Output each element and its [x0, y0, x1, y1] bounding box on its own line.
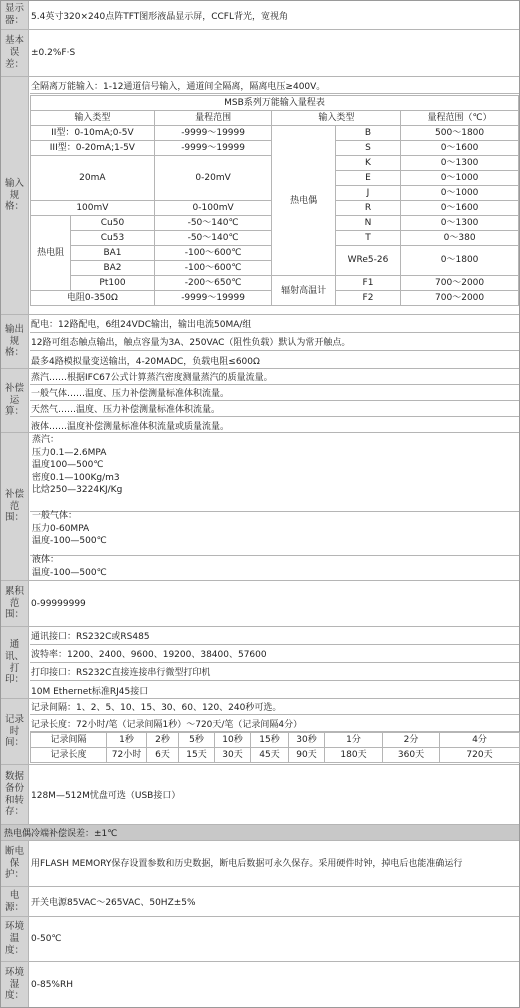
tc-range: 500～1800 — [401, 126, 519, 141]
record-table — [30, 732, 519, 763]
record-cell: 720天 — [440, 748, 520, 763]
tc-type: K — [335, 156, 400, 171]
label-error: 基本误差： — [1, 30, 29, 76]
record-cell: 15天 — [179, 748, 215, 763]
rtd-group-label: 热电阻 — [31, 216, 71, 291]
left-type: 100mV — [31, 201, 155, 216]
record-cell: 180天 — [325, 748, 383, 763]
gas-title: 一般气体： — [32, 511, 78, 521]
record-cell: 72小时 — [107, 748, 147, 763]
label-power: 电源： — [1, 887, 29, 916]
left-type: III型：0-20mA;1-5V — [31, 141, 155, 156]
output-line: 最多4路模拟量变送输出，4-20MADC，负载电阻≤600Ω — [31, 356, 260, 367]
label-comm: 通讯、打印： — [1, 627, 29, 698]
left-range: -9999～19999 — [154, 141, 272, 156]
row-error — [1, 30, 519, 77]
label-temperature: 环境温度： — [1, 917, 29, 961]
error-text: ±0.2%F·S — [31, 48, 76, 58]
compensation-line: 一般气体……温度、压力补偿测量标准体积流量。 — [30, 385, 519, 401]
row-humidity — [1, 962, 519, 1007]
row-display — [1, 1, 519, 30]
table-title: MSB系列万能输入量程表 — [31, 96, 519, 111]
steam-title: 蒸汽： — [32, 435, 60, 445]
comm-line: 波特率：1200、2400、9600、19200、38400、57600 — [30, 645, 519, 663]
row-comp-range — [1, 433, 519, 581]
record-cell: 记录长度 — [31, 748, 107, 763]
rtd-range: -50～140℃ — [154, 216, 272, 231]
row-compensation — [1, 369, 519, 433]
left-type: II型：0-10mA;0-5V — [31, 126, 155, 141]
left-range: 0-20mV — [154, 156, 272, 201]
temperature-text: 0-50℃ — [31, 934, 62, 944]
tc-type: E — [335, 171, 400, 186]
header-range: 量程范围 — [154, 111, 272, 126]
accum-text: 0-99999999 — [31, 598, 86, 609]
rtd-type: Cu50 — [71, 216, 155, 231]
backup-text: 128M—512M忧盘可选（USB接口） — [31, 791, 181, 801]
row-input — [1, 77, 519, 315]
row-power-loss — [1, 841, 519, 887]
tc-range: 0～1000 — [401, 171, 519, 186]
humidity-text: 0-85%RH — [31, 979, 73, 990]
output-line: 12路可组态触点输出，触点容量为3A、250VAC（阻性负载）默认为常开触点。 — [30, 333, 519, 351]
label-display: 显示器： — [1, 1, 29, 29]
res-type: 电阻0-350Ω — [31, 291, 155, 306]
record-cell: 4分 — [440, 733, 520, 748]
tc-range: 0～1800 — [401, 246, 519, 276]
input-intro: 全隔离万能输入：1-12通道信号输入，通道间全隔离，隔离电压≥400V。 — [30, 77, 519, 94]
steam-item: 压力0.1—2.6MPA — [32, 447, 107, 458]
rad-group-label: 辐射高温计 — [272, 276, 335, 306]
label-humidity: 环境湿度： — [1, 962, 29, 1007]
rtd-range: -100～600℃ — [154, 261, 272, 276]
compensation-line: 蒸汽……根据IFC67公式计算蒸汽密度测量蒸汽的质量流量。 — [30, 369, 519, 385]
tc-type: B — [335, 126, 400, 141]
liquid-item: 温度-100—500℃ — [32, 567, 107, 578]
gas-item: 温度-100—500℃ — [32, 536, 107, 546]
gas-range-block — [30, 509, 519, 556]
cold-junction-text: 热电偶冷端补偿误差：±1℃ — [1, 825, 519, 840]
tc-range: 0～380 — [401, 231, 519, 246]
record-cell: 5秒 — [179, 733, 215, 748]
rad-type: F1 — [335, 276, 400, 291]
rad-range: 700～2000 — [401, 291, 519, 306]
record-cell: 1秒 — [107, 733, 147, 748]
power-loss-text: 用FLASH MEMORY保存设置参数和历史数据，断电后数据可永久保存。采用硬件时钟，掉电后也能准确运行 — [31, 858, 463, 869]
record-cell: 2分 — [383, 733, 440, 748]
rtd-range: -200～650℃ — [154, 276, 272, 291]
tc-range: 0～1600 — [401, 201, 519, 216]
record-cell: 30天 — [215, 748, 251, 763]
label-comp-range: 补偿范围： — [1, 433, 29, 580]
steam-range-block — [30, 433, 519, 512]
tc-range: 0～1000 — [401, 186, 519, 201]
tc-group-label: 热电偶 — [272, 126, 335, 276]
steam-item: 温度100—500℃ — [32, 460, 104, 470]
comm-line: 打印接口：RS232C直接连接串行微型打印机 — [30, 663, 519, 681]
liquid-title: 液体： — [32, 555, 60, 565]
tc-range: 0～1600 — [401, 141, 519, 156]
rad-range: 700～2000 — [401, 276, 519, 291]
label-record: 记录时间： — [1, 699, 29, 764]
label-power-loss: 断电保护： — [1, 841, 29, 886]
tc-type: WRe5-26 — [335, 246, 400, 276]
record-cell: 90天 — [289, 748, 325, 763]
tc-type: N — [335, 216, 400, 231]
rtd-type: BA2 — [71, 261, 155, 276]
row-temperature — [1, 917, 519, 962]
left-range: -9999～19999 — [154, 126, 272, 141]
compensation-line: 天然气……温度、压力补偿测量标准体积流量。 — [30, 401, 519, 417]
label-output: 输出规格： — [1, 315, 29, 368]
power-text: 开关电源85VAC～265VAC、50HZ±5% — [31, 898, 196, 908]
tc-type: T — [335, 231, 400, 246]
compensation-line: 液体……温度补偿测量标准体积流量或质量流量。 — [31, 421, 230, 432]
display-text: 5.4英寸320×240点阵TFT图形液晶显示屏，CCFL背光，宽视角 — [31, 11, 288, 22]
record-cell: 15秒 — [251, 733, 289, 748]
tc-type: R — [335, 201, 400, 216]
record-cell: 1分 — [325, 733, 383, 748]
liquid-range-block — [30, 553, 519, 583]
row-accum — [1, 581, 519, 627]
rtd-range: -50～140℃ — [154, 231, 272, 246]
comm-line: 10M Ethernet标准RJ45接口 — [31, 686, 149, 697]
record-length-line: 记录长度：72小时/笔（记录间隔1秒）～720天/笔（记录间隔4分） — [30, 715, 519, 732]
gas-item: 压力0-60MPA — [32, 523, 90, 534]
tc-range: 0～1300 — [401, 156, 519, 171]
header-type-2: 输入类型 — [272, 111, 401, 126]
rtd-type: BA1 — [71, 246, 155, 261]
row-comm — [1, 627, 519, 699]
record-cell: 10秒 — [215, 733, 251, 748]
row-output — [1, 315, 519, 369]
rad-type: F2 — [335, 291, 400, 306]
input-range-table — [30, 95, 519, 306]
res-range: -9999～19999 — [154, 291, 272, 306]
record-cell: 360天 — [383, 748, 440, 763]
label-accum: 累积范围： — [1, 581, 29, 626]
output-line: 配电：12路配电，6组24VDC输出，输出电流50MA/组 — [30, 315, 519, 333]
label-input: 输入规格： — [1, 77, 29, 314]
record-cell: 6天 — [147, 748, 179, 763]
tc-range: 0～1300 — [401, 216, 519, 231]
rtd-type: Cu53 — [71, 231, 155, 246]
header-range-2: 量程范围（℃） — [401, 111, 519, 126]
tc-type: J — [335, 186, 400, 201]
tc-type: S — [335, 141, 400, 156]
comm-line: 通讯接口：RS232C或RS485 — [30, 627, 519, 645]
record-cell: 45天 — [251, 748, 289, 763]
row-power — [1, 887, 519, 917]
rtd-type: Pt100 — [71, 276, 155, 291]
row-backup — [1, 765, 519, 825]
record-interval-line: 记录间隔：1、2、5、10、15、30、60、120、240秒可选。 — [30, 699, 519, 715]
steam-item: 密度0.1—100Kg/m3 — [32, 472, 120, 483]
left-range: 0-100mV — [154, 201, 272, 216]
record-cell: 30秒 — [289, 733, 325, 748]
record-cell: 记录间隔 — [31, 733, 107, 748]
rtd-range: -100～600℃ — [154, 246, 272, 261]
row-record — [1, 699, 519, 765]
label-compensation: 补偿运算： — [1, 369, 29, 432]
row-cold-junction — [1, 825, 519, 841]
record-cell: 2秒 — [147, 733, 179, 748]
label-backup: 数据备份和转存： — [1, 765, 29, 824]
header-type: 输入类型 — [31, 111, 155, 126]
left-type: 20mA — [31, 156, 155, 201]
steam-item: 比焓250—3224KJ/Kg — [32, 485, 123, 495]
